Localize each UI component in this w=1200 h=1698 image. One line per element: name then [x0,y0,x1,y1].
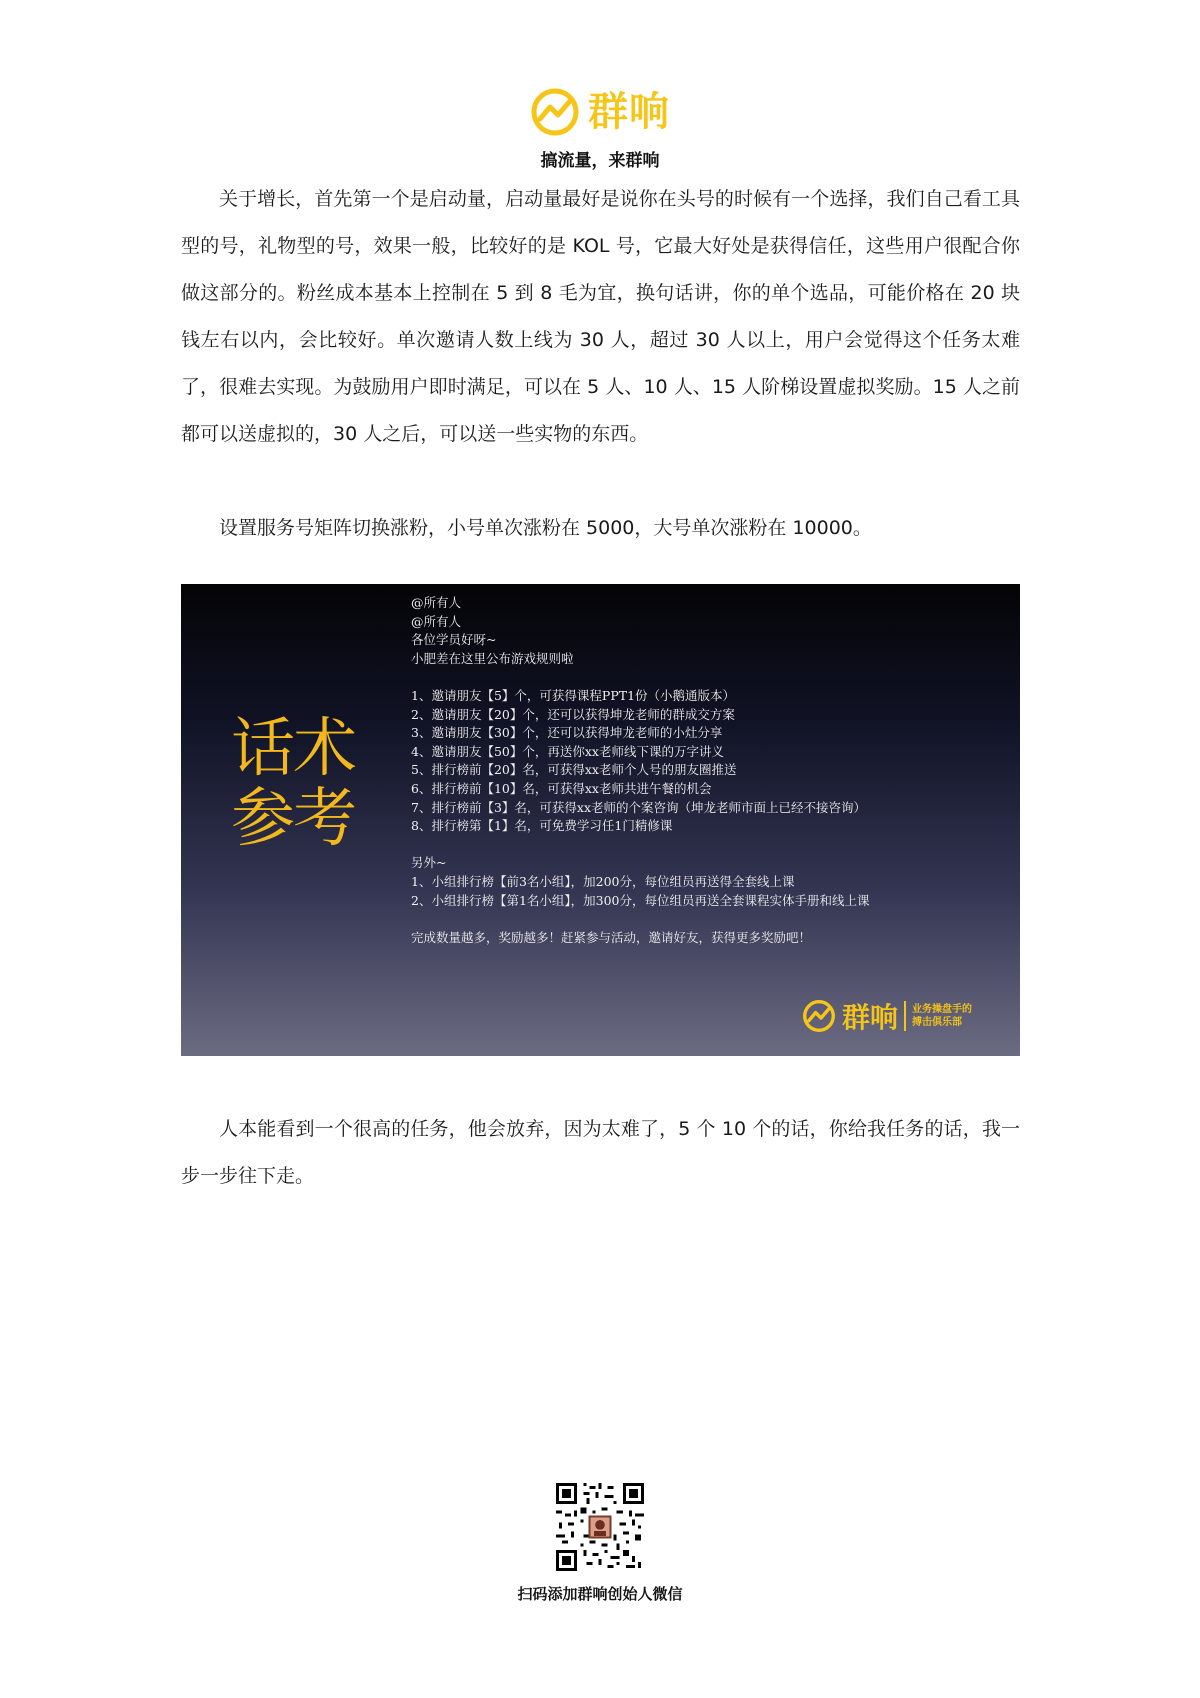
slide-title-line: 话术 [231,712,355,786]
slide-logo-divider [904,1001,906,1031]
slide-intro-line: @所有人 [411,613,462,629]
document-header [0,82,1200,171]
slide-intro-line: 各位学员好呀~ [411,632,497,648]
slide-rule-item: 3、邀请朋友【30】个，还可以获得坤龙老师的小灶分享 [411,725,723,741]
paragraph-text: 人本能看到一个很高的任务，他会放弃，因为太难了，5 个 10 个的话，你给我任务的话，我一步一步往下走。 [181,1118,1020,1187]
slide-intro-line: 小肥差在这里公布游戏规则啦 [411,650,574,666]
slide-rule-item: 5、排行榜前【20】名，可获得xx老师个人号的朋友圈推送 [411,762,737,778]
slide-intro-line: @所有人 [411,595,462,610]
paragraph-text: 关于增长，首先第一个是启动量，启动量最好是说你在头号的时候有一个选择，我们自己看工具型的号，礼物型的号，效果一般，比较好的是 KOL 号，它最大好处是获得信任，这些用户很配合你做这部分的。粉丝成本基本上控制在 5 到 8 毛为宜，换句话讲，你的单个选品，可能价格在 20 块钱左右以内，会比较好。单次邀请人数上线为 30 人，超过 30 人以上，用户会觉得这个任务太难了，很难去实现。为鼓励用户即时满足，可以在 5 人、10 人、15 人阶梯设置虚拟奖励。15 人之前都可以送虚拟的，30 人之后，可以送一些实物的东西。 [181,188,1020,445]
slide-rule-item: 1、邀请朋友【5】个，可获得课程PPT1份（小鹅通版本） [411,687,736,703]
qr-footer [0,1483,1200,1604]
brand-tagline: 搞流量，来群响 [540,151,660,171]
slide-rule-item: 7、排行榜前【3】名，可获得xx老师的个案咨询（坤龙老师市面上已经不接咨询） [411,799,867,815]
mountain-circle-icon [802,999,836,1033]
slide-closing: 完成数量越多，奖励越多！赶紧参与活动，邀请好友，获得更多奖励吧！ [411,929,812,945]
slide-rule-item: 8、排行榜第【1】名，可免费学习任1门精修课 [411,818,673,834]
slide-extra-item: 2、小组排行榜【第1名小组】，加300分，每位组员再送全套课程实体手册和线上课 [411,892,870,908]
paragraph-service-account [181,505,1020,552]
slide-slogan-line: 业务操盘手的 [912,1004,972,1015]
paragraph-task-difficulty [181,1106,1020,1200]
slide-brand-slogan [912,1003,972,1029]
slide-brand-name: 群响 [841,1001,898,1034]
slide-title [231,714,381,854]
brand-logo [0,82,1200,142]
slide-extra-title: 另外~ [411,855,447,871]
slide-rule-item: 4、邀请朋友【50】个，再送你xx老师线下课的万字讲义 [411,743,724,759]
slide-slogan-line: 搏击俱乐部 [912,1017,962,1028]
slide-extra-item: 1、小组排行榜【前3名小组】，加200分，每位组员再送得全套线上课 [411,873,795,889]
slide-rules-text [411,594,1001,947]
brand-name: 群响 [588,89,670,135]
qr-code-icon [556,1483,644,1575]
slide-title-line: 参考 [231,782,355,856]
slide-rule-item: 6、排行榜前【10】名，可获得xx老师共进午餐的机会 [411,780,712,796]
paragraph-text: 设置服务号矩阵切换涨粉，小号单次涨粉在 5000，大号单次涨粉在 10000。 [219,517,872,539]
slide-brand-logo [802,996,972,1036]
qr-caption: 扫码添加群响创始人微信 [517,1585,683,1603]
mountain-circle-icon [530,87,580,137]
script-reference-slide [181,584,1020,1056]
slide-rule-item: 2、邀请朋友【20】个，还可以获得坤龙老师的群成交方案 [411,706,735,722]
paragraph-growth [181,176,1020,458]
